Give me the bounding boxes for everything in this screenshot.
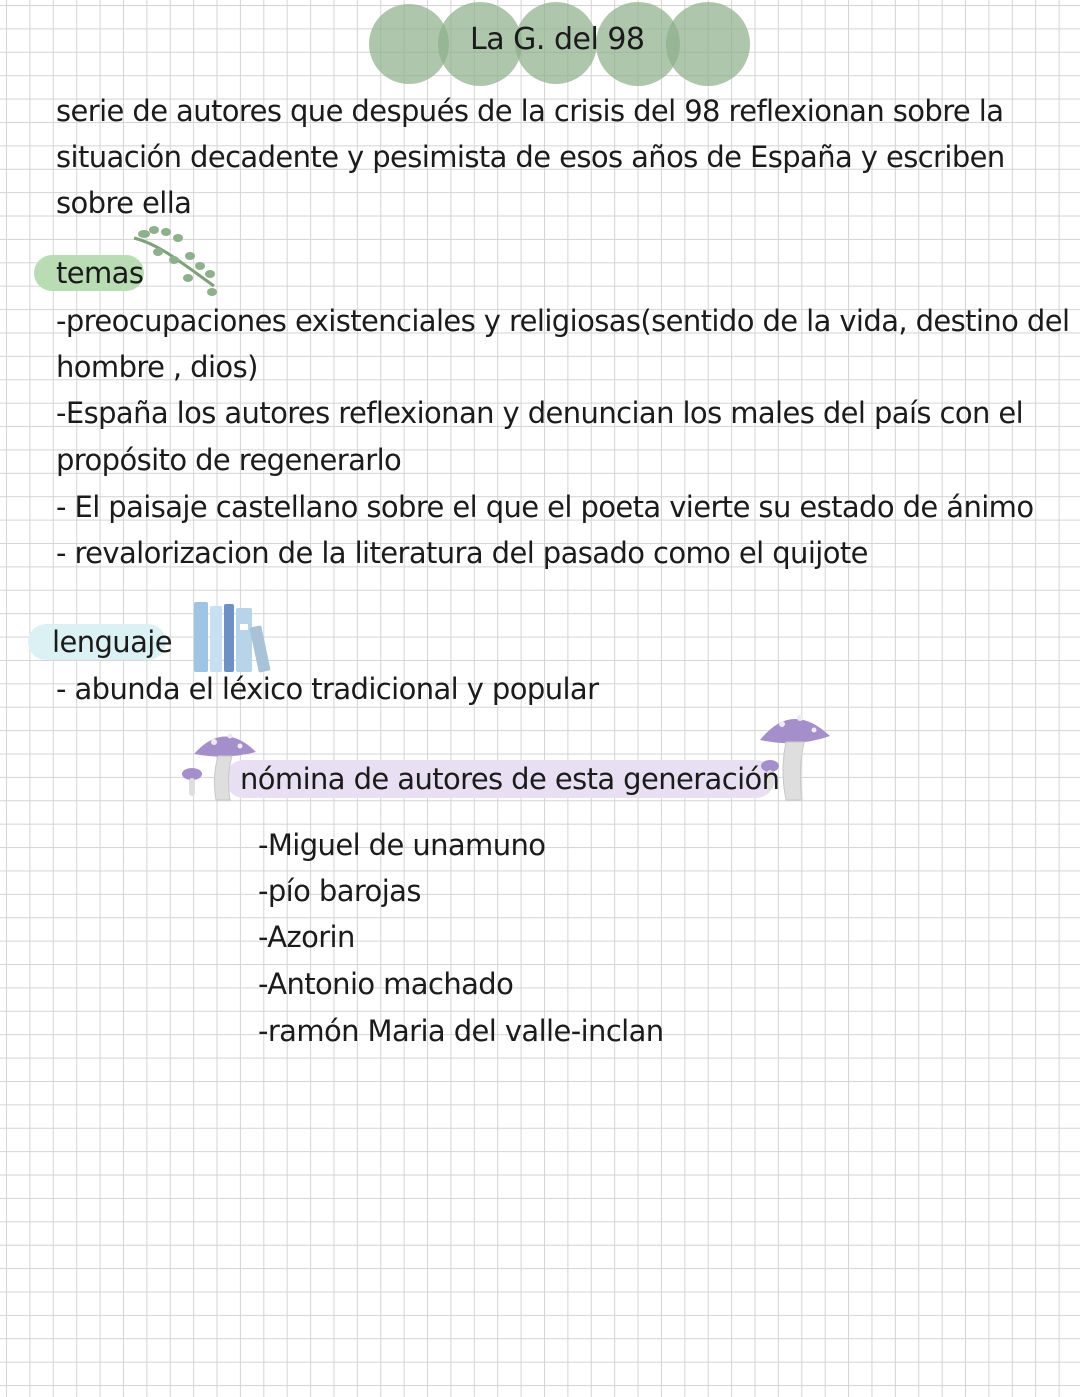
intro-line-1: serie de autores que después de la crisis del 98 reflexionan sobre la (56, 94, 1004, 128)
page-title: La G. del 98 (470, 22, 645, 57)
books-icon (190, 600, 286, 676)
author-item-2: -pío barojas (258, 874, 421, 908)
temas-line-5: - El paisaje castellano sobre el que el poeta vierte su estado de ánimo (56, 490, 1034, 524)
author-item-4: -Antonio machado (258, 967, 514, 1001)
intro-line-3: sobre ella (56, 186, 192, 220)
leaf-branch-icon (128, 220, 228, 298)
temas-line-1: -preocupaciones existenciales y religiosas(sentido de la vida, destino del (56, 304, 1070, 338)
author-item-3: -Azorin (258, 920, 355, 954)
temas-line-3: -España los autores reflexionan y denuncian los males del país con el (56, 396, 1024, 430)
temas-heading: temas (56, 256, 144, 290)
lenguaje-line-1: - abunda el léxico tradicional y popular (56, 672, 599, 706)
author-item-5: -ramón Maria del valle-inclan (258, 1014, 664, 1048)
temas-line-4: propósito de regenerarlo (56, 443, 402, 477)
author-item-1: -Miguel de unamuno (258, 828, 546, 862)
nomina-heading: nómina de autores de esta generación (240, 762, 780, 796)
temas-line-6: - revalorizacion de la literatura del pasado como el quijote (56, 536, 868, 570)
lenguaje-heading: lenguaje (52, 625, 172, 659)
temas-line-2: hombre , dios) (56, 350, 258, 384)
intro-line-2: situación decadente y pesimista de esos años de España y escriben (56, 140, 1005, 174)
